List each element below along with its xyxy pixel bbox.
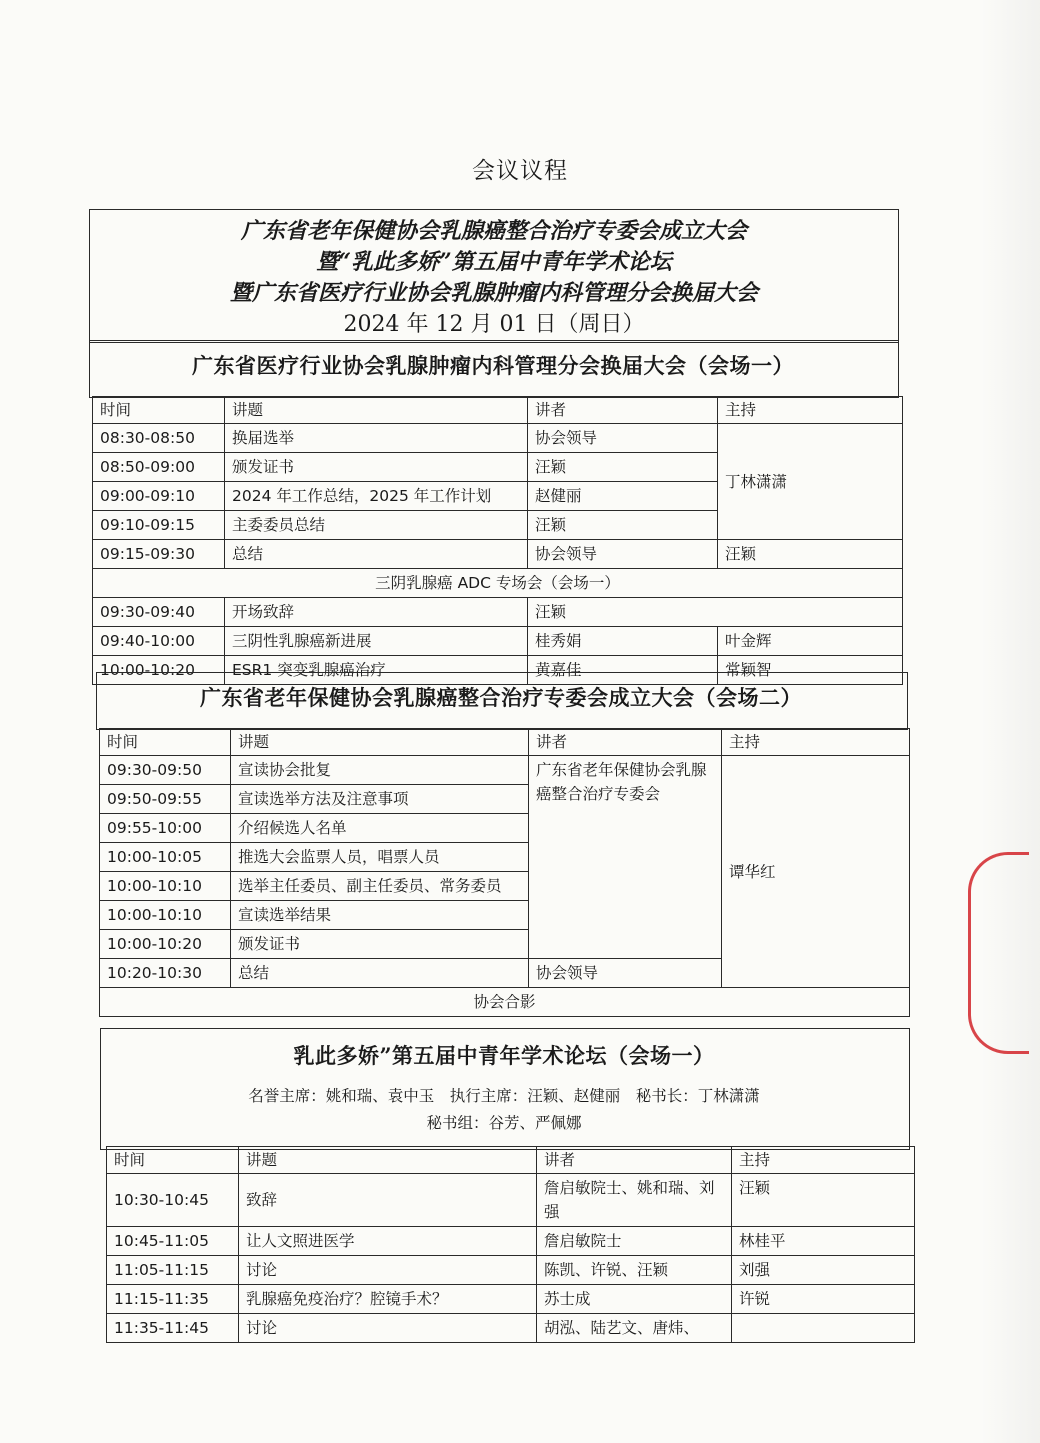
topic-cell: 宣读选举方法及注意事项 [231, 785, 529, 814]
time-cell: 08:30-08:50 [93, 424, 225, 453]
time-cell: 11:05-11:15 [107, 1256, 239, 1285]
topic-cell: 介绍候选人名单 [231, 814, 529, 843]
session1-title: 广东省医疗行业协会乳腺肿瘤内科管理分会换届大会（会场一） [192, 353, 794, 378]
topic-cell: 宣读协会批复 [231, 756, 529, 785]
topic-cell: 乳腺癌免疫治疗？腔镜手术？ [239, 1285, 537, 1314]
table-row [93, 627, 903, 656]
speaker-cell: 黄嘉佳 [528, 656, 718, 685]
time-cell: 09:50-09:55 [100, 785, 231, 814]
speaker-cell: 陈凯、许锐、汪颖 [537, 1256, 732, 1285]
topic-cell: 换届选举 [225, 424, 528, 453]
session3-table [106, 1146, 915, 1343]
host-cell: 汪颖 [718, 540, 903, 569]
group-photo-row: 协会合影 [100, 988, 910, 1017]
time-cell: 10:00-10:10 [100, 901, 231, 930]
table-row [107, 1174, 915, 1227]
session3-chairs: 名誉主席：姚和瑞、袁中玉 执行主席：汪颖、赵健丽 秘书长：丁林潇潇 [248, 1087, 760, 1105]
topic-cell: 颁发证书 [225, 453, 528, 482]
speaker-cell: 协会领导 [528, 540, 718, 569]
speaker-cell: 桂秀娟 [528, 627, 718, 656]
speaker-cell: 协会领导 [528, 424, 718, 453]
col-speaker-header: 讲者 [537, 1147, 732, 1174]
table-row [107, 1285, 915, 1314]
time-cell: 10:45-11:05 [107, 1227, 239, 1256]
topic-cell: 讨论 [239, 1256, 537, 1285]
col-topic-header: 讲题 [239, 1147, 537, 1174]
session3-secretariat: 秘书组：谷芳、严佩娜 [426, 1114, 582, 1132]
time-cell: 10:00-10:10 [100, 872, 231, 901]
table-row [107, 1227, 915, 1256]
conference-date: 2024 年 12 月 01 日（周日） [343, 312, 645, 337]
host-cell: 常颖智 [718, 656, 903, 685]
time-cell: 10:00-10:05 [100, 843, 231, 872]
session2-table [99, 728, 910, 1017]
table-row [100, 988, 910, 1017]
table-row [107, 1256, 915, 1285]
topic-cell: 2024 年工作总结，2025 年工作计划 [225, 482, 528, 511]
topic-cell: 宣读选举结果 [231, 901, 529, 930]
speaker-cell: 詹启敏院士 [537, 1227, 732, 1256]
table-row [93, 424, 903, 453]
conference-header [89, 209, 899, 343]
time-cell: 09:00-09:10 [93, 482, 225, 511]
col-time-header: 时间 [93, 397, 225, 424]
table-header-row [100, 729, 910, 756]
time-cell: 11:15-11:35 [107, 1285, 239, 1314]
topic-cell: 讨论 [239, 1314, 537, 1343]
table-row [100, 756, 910, 785]
col-time-header: 时间 [107, 1147, 239, 1174]
host-cell: 刘强 [732, 1256, 915, 1285]
topic-cell: ESR1 突变乳腺癌治疗 [225, 656, 528, 685]
session2-title: 广东省老年保健协会乳腺癌整合治疗专委会成立大会（会场二） [200, 685, 802, 710]
col-speaker-header: 讲者 [528, 397, 718, 424]
header-line-2: 暨“乳此多娇”第五届中青年学术论坛 [316, 249, 672, 275]
topic-cell: 总结 [231, 959, 529, 988]
host-cell [732, 1314, 915, 1343]
topic-cell: 让人文照进医学 [239, 1227, 537, 1256]
time-cell: 10:20-10:30 [100, 959, 231, 988]
time-cell: 09:40-10:00 [93, 627, 225, 656]
time-cell: 09:30-09:50 [100, 756, 231, 785]
table-header-row [107, 1147, 915, 1174]
topic-cell: 推选大会监票人员，唱票人员 [231, 843, 529, 872]
topic-cell: 选举主任委员、副主任委员、常务委员 [231, 872, 529, 901]
time-cell: 09:15-09:30 [93, 540, 225, 569]
session3-title: 乳此多娇”第五届中青年学术论坛（会场一） [293, 1043, 715, 1068]
host-cell: 丁林潇潇 [718, 424, 903, 540]
time-cell: 11:35-11:45 [107, 1314, 239, 1343]
host-cell: 叶金辉 [718, 627, 903, 656]
host-cell: 汪颖 [732, 1174, 915, 1227]
session1-table [92, 396, 903, 685]
page-title: 会议议程 [472, 158, 568, 184]
col-time-header: 时间 [100, 729, 231, 756]
topic-cell: 颁发证书 [231, 930, 529, 959]
host-cell: 谭华红 [722, 756, 910, 988]
time-cell: 10:00-10:20 [93, 656, 225, 685]
topic-cell: 开场致辞 [225, 598, 528, 627]
table-row [93, 540, 903, 569]
col-topic-header: 讲题 [231, 729, 529, 756]
speaker-cell: 汪颖 [528, 453, 718, 482]
host-cell: 许锐 [732, 1285, 915, 1314]
topic-cell: 总结 [225, 540, 528, 569]
topic-cell: 致辞 [239, 1174, 537, 1227]
host-cell: 林桂平 [732, 1227, 915, 1256]
topic-cell: 主委委员总结 [225, 511, 528, 540]
time-cell: 09:30-09:40 [93, 598, 225, 627]
table-row [107, 1314, 915, 1343]
col-host-header: 主持 [718, 397, 903, 424]
red-seal-stamp [968, 852, 1029, 1054]
speaker-cell: 汪颖 [528, 598, 903, 627]
table-header-row [93, 397, 903, 424]
speaker-cell: 广东省老年保健协会乳腺癌整合治疗专委会 [529, 756, 722, 959]
sub-session-title: 三阴乳腺癌 ADC 专场会（会场一） [93, 569, 903, 598]
topic-cell: 三阴性乳腺癌新进展 [225, 627, 528, 656]
speaker-cell: 苏士成 [537, 1285, 732, 1314]
speaker-cell: 汪颖 [528, 511, 718, 540]
time-cell: 08:50-09:00 [93, 453, 225, 482]
col-speaker-header: 讲者 [529, 729, 722, 756]
speaker-cell: 胡泓、陆艺文、唐炜、 [537, 1314, 732, 1343]
header-line-1: 广东省老年保健协会乳腺癌整合治疗专委会成立大会 [240, 218, 747, 244]
time-cell: 09:55-10:00 [100, 814, 231, 843]
table-row [93, 598, 903, 627]
time-cell: 09:10-09:15 [93, 511, 225, 540]
paper-edge-shadow [980, 0, 1040, 1443]
table-row [93, 569, 903, 598]
speaker-cell: 詹启敏院士、姚和瑞、刘强 [537, 1174, 732, 1227]
col-topic-header: 讲题 [225, 397, 528, 424]
speaker-cell: 赵健丽 [528, 482, 718, 511]
col-host-header: 主持 [732, 1147, 915, 1174]
col-host-header: 主持 [722, 729, 910, 756]
speaker-cell: 协会领导 [529, 959, 722, 988]
table-row [93, 656, 903, 685]
time-cell: 10:30-10:45 [107, 1174, 239, 1227]
time-cell: 10:00-10:20 [100, 930, 231, 959]
header-line-3: 暨广东省医疗行业协会乳腺肿瘤内科管理分会换届大会 [229, 280, 758, 306]
